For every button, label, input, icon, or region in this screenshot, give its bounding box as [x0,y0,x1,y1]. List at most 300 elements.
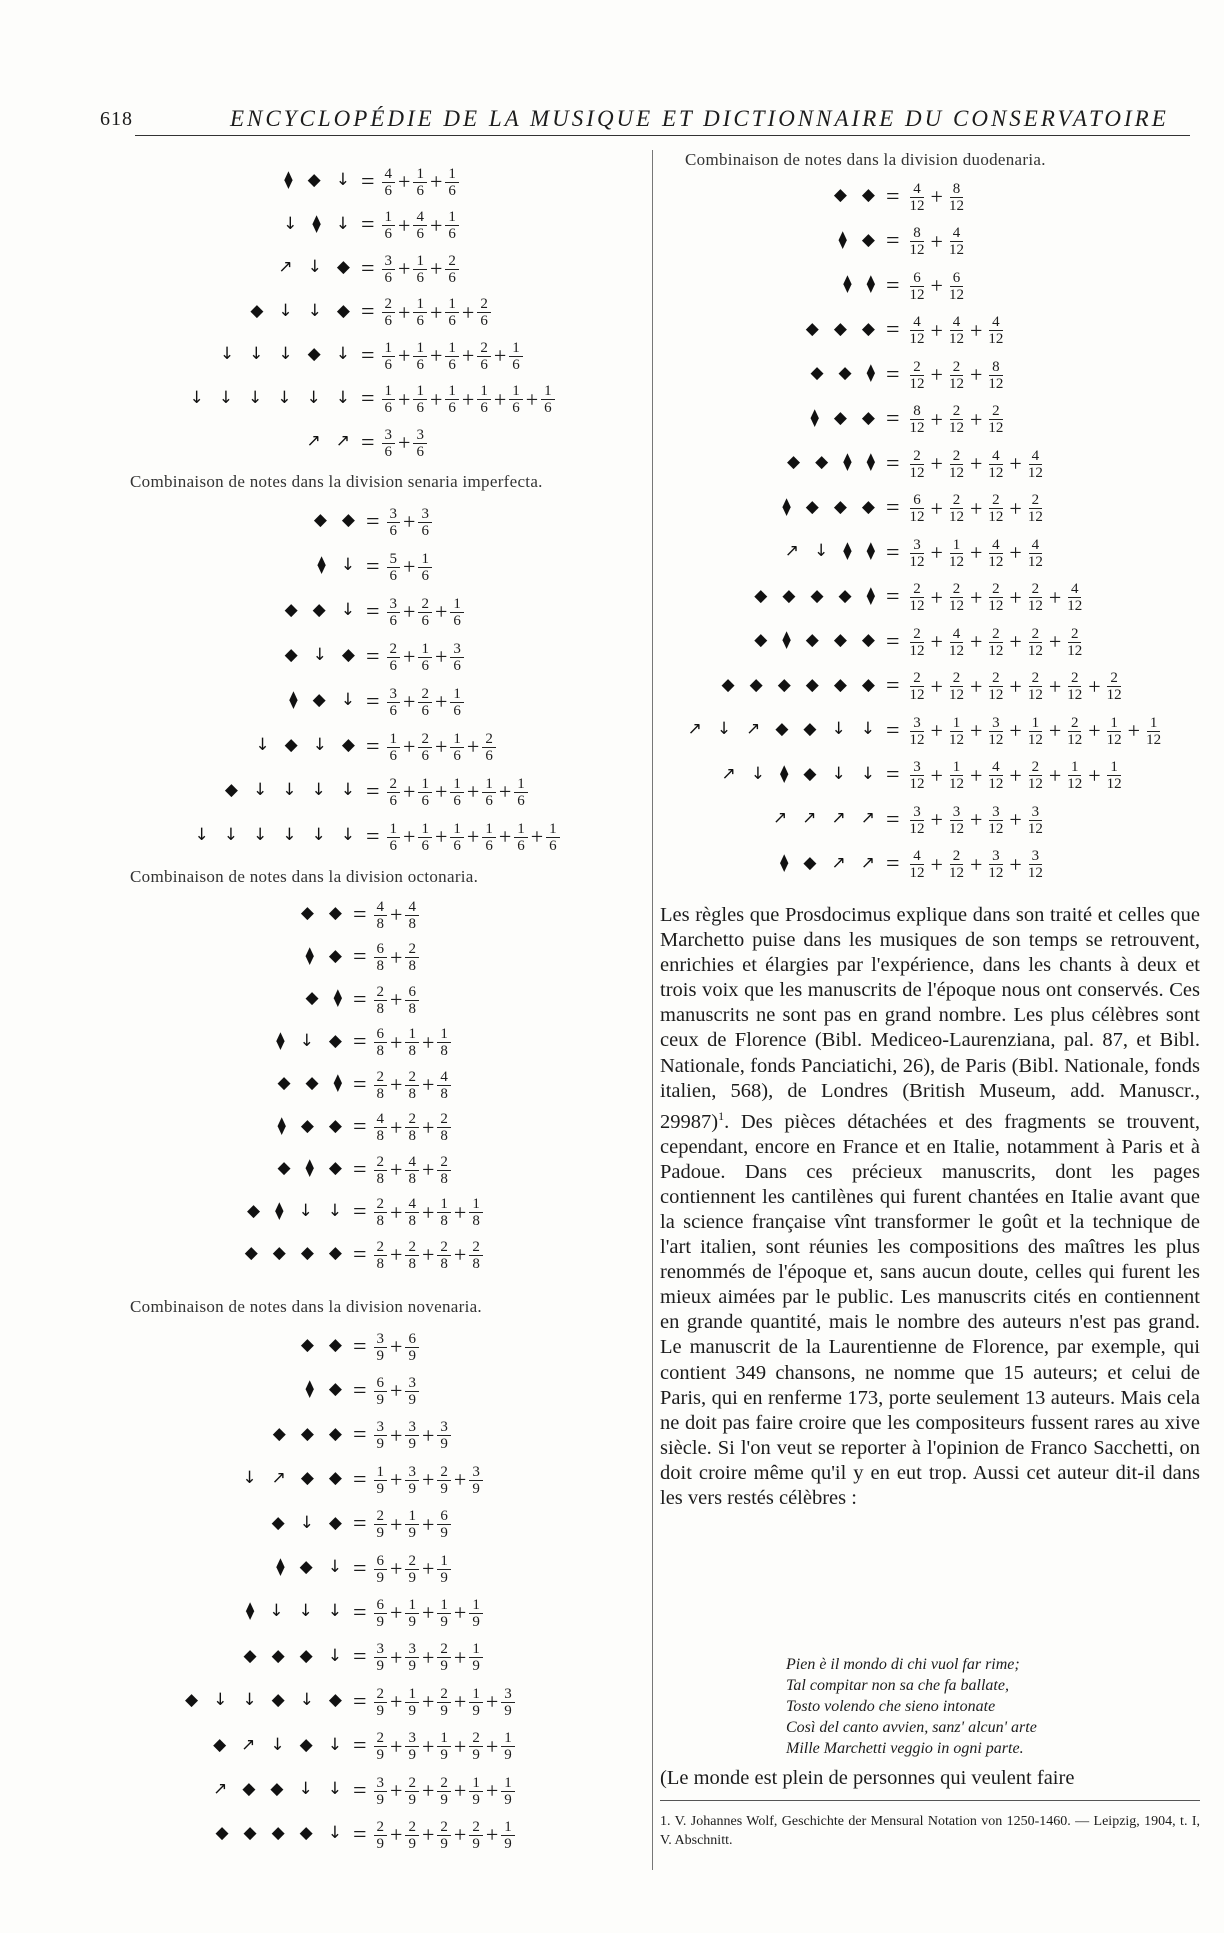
denominator: 8 [408,1043,416,1059]
plus-sign: + [493,343,507,368]
footnote-rule [660,1800,1200,1801]
note-symbol-icon: ◆ [307,344,321,364]
plus-sign: + [461,299,475,325]
numerator: 1 [469,1196,483,1213]
plus-sign: + [390,1378,403,1404]
fraction [405,1730,419,1763]
denominator: 6 [416,356,424,373]
fraction [946,537,967,570]
equals-sign: = [366,598,380,625]
fraction-equation [352,421,429,465]
numerator: 1 [445,209,459,226]
plus-sign: + [1009,673,1022,699]
note-symbol-icon: ↓ [340,825,355,845]
fraction-equation [357,500,434,544]
equals-sign: = [353,1688,367,1715]
fraction [907,359,928,392]
plus-sign: + [1009,495,1022,521]
plus-sign: + [421,1644,435,1670]
numerator: 1 [1068,759,1082,776]
denominator: 9 [440,1658,448,1675]
fraction [1025,848,1046,881]
note-symbol-icon: ◆ [328,1115,342,1136]
denominator: 8 [440,1255,448,1272]
column-divider [652,150,653,1870]
plus-sign: + [930,451,943,476]
fraction [469,1196,483,1229]
note-symbol-icon: ⧫ [289,690,298,710]
numerator: 2 [989,581,1003,598]
plus-sign: + [930,584,943,610]
equals-sign: = [353,1511,367,1538]
equals-sign: = [353,944,367,970]
denominator: 12 [948,286,964,303]
fraction [985,537,1006,570]
note-symbol-icon: ↓ [327,1200,342,1221]
numerator: 1 [405,1686,419,1703]
numerator: 4 [950,314,964,331]
numerator: 8 [910,403,924,420]
note-symbol-icon: ↓ [249,344,264,364]
equals-sign: = [361,429,375,456]
numerator: 1 [950,715,964,732]
numerator: 2 [989,492,1003,509]
fraction [374,1154,388,1187]
fraction [1025,581,1046,614]
equals-sign: = [361,342,375,369]
denominator: 6 [480,400,488,416]
plus-sign: + [930,317,943,343]
fraction [469,1239,483,1272]
note-symbol-icon: ↓ [306,387,321,408]
note-symbol-icon: ◆ [803,763,817,784]
note-symbol-icon: ↗ [746,719,761,739]
plus-sign: + [390,1157,403,1182]
note-symbol-icon: ◆ [861,318,875,339]
fraction [437,1111,451,1144]
fraction [907,270,928,303]
denominator: 8 [408,1170,416,1187]
fraction [437,1641,451,1674]
fraction [1025,804,1046,837]
plus-sign: + [930,406,943,432]
equals-sign: = [886,806,900,833]
numerator: 2 [950,359,964,376]
fraction [445,166,459,199]
numerator: 1 [501,1730,515,1747]
note-group [785,541,875,561]
note-symbol-icon: ◆ [833,185,847,205]
fraction [418,551,432,584]
denominator: 9 [408,1835,416,1852]
plus-sign: + [969,718,983,743]
denominator: 12 [909,820,925,837]
fraction [374,1730,388,1763]
denominator: 6 [421,702,429,719]
note-symbol-icon: ◆ [300,1335,314,1355]
fraction [985,670,1006,703]
note-group [285,645,355,665]
plus-sign: + [498,824,512,849]
plus-sign: + [421,1778,435,1803]
numerator: 2 [405,941,419,958]
fraction [374,1026,388,1059]
note-symbol-icon: ↓ [335,213,350,234]
denominator: 9 [376,1525,385,1542]
note-symbol-icon: ↓ [831,719,846,739]
denominator: 8 [440,1128,448,1144]
denominator: 6 [384,313,393,329]
footnote: 1. V. Johannes Wolf, Geschichte der Mensural Notation von 1250-1460. — Leipzig, 1904, t. I, V. Abschnitt. [660,1814,1200,1848]
fraction [1025,492,1046,525]
numerator: 4 [374,899,388,916]
note-symbol-icon: ↓ [277,387,292,408]
plus-sign: + [421,1467,435,1493]
denominator: 12 [1067,776,1083,792]
note-symbol-icon: ⧫ [312,213,321,234]
plus-sign: + [398,386,411,412]
equals-sign: = [366,778,380,805]
note-group [780,853,875,873]
note-symbol-icon: ↓ [283,213,298,234]
fraction [985,848,1006,881]
note-group [306,988,342,1008]
numerator: 3 [405,1464,419,1481]
note-symbol-icon: ↗ [335,431,350,451]
denominator: 6 [421,522,429,539]
fraction [907,848,928,881]
fraction-equation [352,291,493,335]
numerator: 2 [910,626,924,643]
fraction [946,715,967,748]
note-symbol-icon: ◆ [305,1073,319,1093]
numerator: 2 [469,1730,483,1747]
poem-line: Mille Marchetti veggio in ogni parte. [786,1740,1024,1757]
fraction [985,448,1006,481]
note-symbol-icon: ↓ [750,763,766,784]
denominator: 9 [408,1525,416,1542]
note-group [307,431,351,451]
fraction [405,1196,419,1229]
numerator: 4 [1029,448,1043,465]
note-symbol-icon: ⧫ [866,452,875,472]
equals-sign: = [353,1821,367,1848]
fraction [907,715,928,748]
fraction [413,209,427,242]
plus-sign: + [429,343,443,368]
denominator: 8 [376,958,385,974]
numerator: 4 [405,899,419,916]
denominator: 9 [440,1480,448,1497]
fraction [405,1154,419,1187]
numerator: 1 [418,641,432,658]
section-caption: Combinaison de notes dans la division octonaria. [130,867,479,886]
note-symbol-icon: ◆ [299,1557,313,1577]
plus-sign: + [930,807,943,832]
fraction [387,506,401,539]
denominator: 12 [988,553,1004,570]
denominator: 9 [408,1613,416,1630]
equals-sign: = [886,406,900,432]
fraction-equation [877,576,1087,620]
plus-sign: + [1009,807,1022,832]
note-symbol-icon: ⧫ [810,407,819,428]
denominator: 12 [1067,642,1083,659]
denominator: 12 [948,776,964,792]
numerator: 1 [514,776,528,793]
plus-sign: + [1088,718,1101,743]
numerator: 1 [482,776,496,793]
numerator: 6 [437,1508,451,1525]
note-symbol-icon: ◆ [861,630,875,650]
numerator: 1 [501,1819,515,1836]
plus-sign: + [434,689,448,714]
denominator: 12 [948,197,964,214]
equals-sign: = [353,1599,367,1626]
numerator: 2 [989,403,1003,420]
note-group [843,274,875,294]
numerator: 1 [950,537,964,554]
denominator: 12 [948,553,964,570]
fraction [445,383,459,416]
plus-sign: + [398,212,411,238]
fraction [374,1597,388,1630]
note-symbol-icon: ◆ [224,780,238,800]
note-symbol-icon: ↓ [813,541,829,561]
note-symbol-icon: ◆ [754,630,768,650]
denominator: 12 [948,731,964,748]
numerator: 2 [482,731,496,748]
note-symbol-icon: ↗ [860,808,875,828]
note-symbol-icon: ↓ [269,1601,284,1622]
plus-sign: + [398,169,411,194]
plus-sign: + [969,762,983,788]
note-group [244,1646,342,1666]
denominator: 6 [448,313,456,329]
fraction [405,1069,419,1102]
equals-sign: = [361,299,375,325]
denominator: 6 [389,567,398,584]
equals-sign: = [353,1071,367,1098]
fraction [382,383,396,416]
note-symbol-icon: ↓ [223,825,238,845]
note-symbol-icon: ◆ [312,690,326,710]
note-symbol-icon: ⧫ [782,630,791,650]
note-group [277,1073,342,1093]
numerator: 3 [1029,848,1043,865]
note-symbol-icon: ◆ [328,1512,342,1533]
page-number: 618 [100,108,133,130]
numerator: 2 [405,1239,419,1256]
denominator: 8 [408,915,416,932]
denominator: 6 [416,182,424,199]
note-group [272,1513,342,1533]
fraction [546,821,560,854]
denominator: 12 [1067,598,1083,614]
note-group [213,1779,342,1799]
denominator: 12 [948,642,964,659]
fraction [907,225,928,258]
plus-sign: + [969,807,983,832]
note-symbol-icon: ↗ [784,541,799,561]
note-symbol-icon: ◆ [328,945,342,966]
denominator: 9 [376,1347,385,1364]
note-group [277,1116,342,1136]
fraction [907,581,928,614]
numerator: 4 [382,166,396,183]
fraction [445,209,459,242]
numerator: 4 [405,1196,419,1213]
fraction [405,1508,419,1541]
numerator: 3 [405,1375,419,1392]
fraction-equation [352,334,525,378]
numerator: 6 [374,1597,388,1614]
running-title: ENCYCLOPÉDIE DE LA MUSIQUE ET DICTIONNAIRE DU CONSERVATOIRE [230,106,1169,131]
note-symbol-icon: ◆ [299,1823,313,1844]
denominator: 6 [512,356,520,373]
plus-sign: + [453,1467,467,1493]
fraction [985,804,1006,837]
plus-sign: + [403,734,416,759]
denominator: 9 [376,1747,385,1764]
fraction [907,448,928,481]
denominator: 12 [1106,776,1122,792]
body-text-part-2: . Des pièces détachées et des fragments se trouvent, cependant, encore en France et en Italie, notamment à Paris et à Padoue. Dans ces précieux manuscrits, dont les pages contiennent les cantilènes qui furent chantées en Italie avant que la science française vînt transformer le goût et la technique de l'art italien, sont réunies les compositions des maîtres les plus renommés de l'époque et, sans aucun doute, celles qui furent les mieux aimées par le public. Les manuscrits cités en contiennent en grande quantité, mais le nombre des auteurs n'est pas grand. Le manuscrit de la Laurentienne de Florence, par exemple, qui contient 349 chansons, ne nomme que 15 auteurs; et celui de Paris, qui en renferme 173, porte seulement 13 auteurs. Mais cela ne doit pas faire croire que les compositeurs fussent rares au xive siècle. Si l'on veut se reporter à l'opinion de Franco Sacchetti, on doit croire même qu'il y en eut trop. Aussi cet auteur dit-il dans les vers restés célèbres : [660,1110,1200,1509]
denominator: 6 [384,182,393,199]
fraction [469,1686,483,1719]
plus-sign: + [390,1072,403,1097]
fraction-equation [877,665,1127,709]
fraction-equation [344,1063,453,1107]
numerator: 2 [374,1239,388,1256]
numerator: 1 [413,253,427,270]
numerator: 4 [437,1069,451,1086]
plus-sign: + [969,495,983,521]
note-symbol-icon: ◆ [271,1823,285,1844]
fraction [946,403,967,436]
fraction [985,626,1006,659]
numerator: 3 [405,1419,419,1436]
note-group [250,301,350,321]
equals-sign: = [353,1466,367,1493]
plus-sign: + [403,509,416,534]
fraction [469,1464,483,1497]
numerator: 2 [437,1154,451,1171]
numerator: 2 [950,492,964,509]
denominator: 12 [988,776,1004,792]
equals-sign: = [361,212,375,238]
note-symbol-icon: ◆ [277,1158,291,1178]
note-symbol-icon: ↗ [831,852,846,873]
fraction [1025,448,1046,481]
denominator: 9 [472,1613,480,1630]
denominator: 8 [408,1000,416,1017]
note-group [754,630,875,650]
numerator: 2 [382,296,396,313]
note-symbol-icon: ◆ [861,185,875,205]
fraction [907,403,928,436]
fraction-equation [877,175,969,219]
denominator: 12 [948,242,964,258]
numerator: 3 [1029,804,1043,821]
numerator: 3 [382,253,396,270]
plus-sign: + [969,362,983,387]
note-symbol-icon: ⧫ [866,274,875,294]
denominator: 9 [440,1613,448,1630]
fraction-equation [877,620,1087,664]
numerator: 2 [437,1819,451,1836]
numerator: 2 [405,1819,419,1836]
note-symbol-icon: ◆ [810,585,824,606]
note-group [301,1335,342,1355]
denominator: 6 [549,837,557,854]
note-group [278,257,350,277]
fraction [387,596,401,629]
fraction [985,581,1006,614]
denominator: 9 [440,1702,448,1719]
fraction [1064,715,1085,748]
note-symbol-icon: ⧫ [866,541,875,561]
plus-sign: + [421,1689,435,1715]
numerator: 1 [514,821,528,838]
note-symbol-icon: ↓ [218,387,233,408]
numerator: 2 [910,448,924,465]
fraction [946,225,967,258]
equals-sign: = [361,386,375,412]
fraction [445,340,459,373]
denominator: 9 [440,1569,448,1586]
numerator: 2 [1068,626,1082,643]
equals-sign: = [353,1333,367,1360]
denominator: 12 [1027,553,1043,570]
equals-sign: = [353,1644,367,1671]
numerator: 2 [950,670,964,687]
numerator: 4 [910,848,924,865]
equals-sign: = [886,495,900,521]
fraction [387,551,401,584]
fraction [418,596,432,629]
numerator: 1 [382,209,396,226]
note-group [276,1557,342,1577]
numerator: 3 [989,848,1003,865]
denominator: 6 [453,702,461,719]
denominator: 6 [384,269,393,286]
denominator: 12 [1027,776,1043,792]
note-symbol-icon: ↓ [327,1779,342,1799]
plus-sign: + [1127,718,1141,743]
numerator: 4 [989,314,1003,331]
note-group [306,1379,342,1399]
fraction [946,581,967,614]
numerator: 2 [437,1464,451,1481]
fraction [374,1553,388,1586]
fraction [541,383,555,416]
denominator: 12 [988,464,1004,481]
fraction [437,1239,451,1272]
denominator: 12 [909,464,925,481]
denominator: 12 [909,731,925,748]
plus-sign: + [1009,718,1022,743]
note-group [782,497,875,517]
plus-sign: + [403,644,416,669]
fraction [907,626,928,659]
fraction-equation [344,1813,517,1857]
fraction [405,1775,419,1808]
note-symbol-icon: ⧫ [276,1030,285,1051]
fraction-equation [877,309,1008,353]
fraction [437,1154,451,1187]
fraction [374,1069,388,1102]
